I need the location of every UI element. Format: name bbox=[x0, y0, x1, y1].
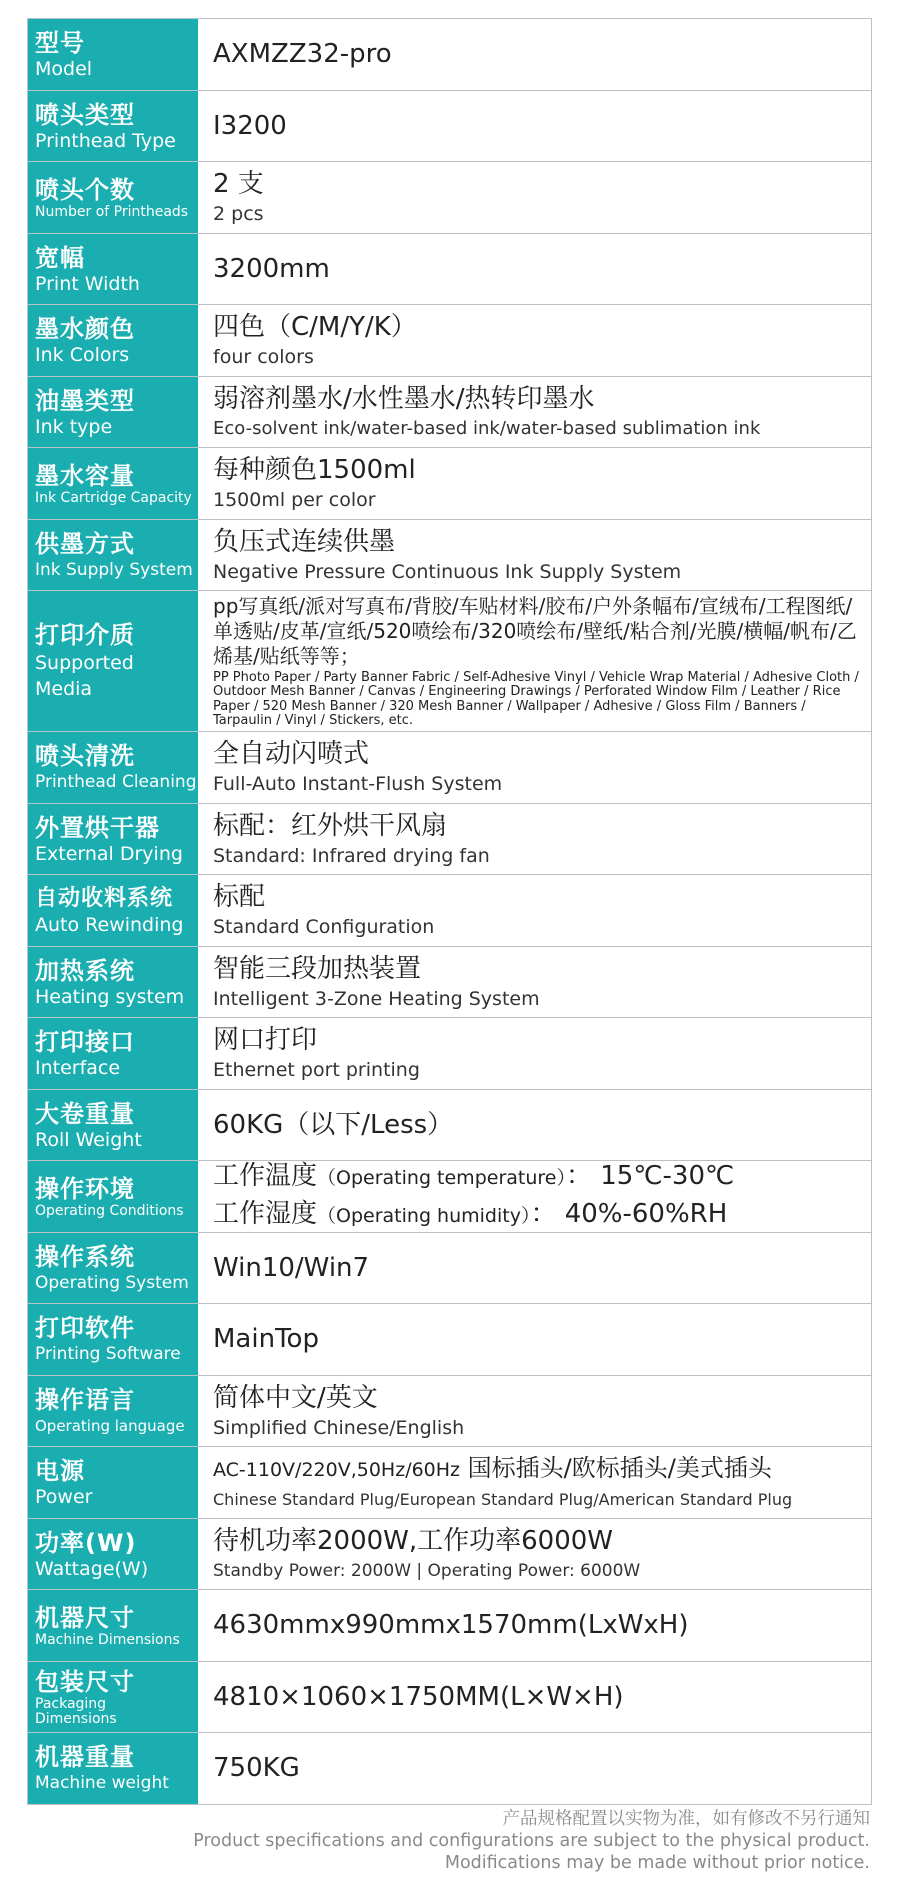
value-main: 网口打印 bbox=[213, 1025, 318, 1056]
label-en: External Drying bbox=[35, 842, 183, 865]
hum-label: 工作湿度 bbox=[213, 1199, 318, 1230]
row-label bbox=[28, 1018, 200, 1089]
row-label bbox=[28, 1161, 200, 1232]
value-sub: Intelligent 3-Zone Heating System bbox=[213, 987, 540, 1010]
row-value bbox=[200, 591, 871, 731]
row-value bbox=[200, 1447, 871, 1518]
label-en: Printing Software bbox=[35, 1344, 181, 1365]
spec-row-heating-system bbox=[28, 947, 871, 1019]
spec-row-operating-language bbox=[28, 1376, 871, 1448]
label-en: Operating Conditions bbox=[35, 1202, 184, 1219]
label-cn: 外置烘干器 bbox=[35, 813, 160, 842]
label-en: Model bbox=[35, 58, 93, 81]
label-cn: 打印接口 bbox=[35, 1028, 135, 1057]
label-en: Ink type bbox=[35, 415, 113, 438]
label-cn: 喷头清洗 bbox=[35, 742, 135, 771]
temp-paren: （Operating temperature） bbox=[317, 1167, 566, 1190]
value-main: 负压式连续供墨 bbox=[213, 526, 396, 557]
value-sub: 2 pcs bbox=[213, 203, 264, 226]
row-value bbox=[200, 234, 871, 305]
label-cn: 油墨类型 bbox=[35, 386, 135, 415]
label-cn: 型号 bbox=[35, 29, 85, 58]
label-cn: 自动收料系统 bbox=[35, 886, 174, 912]
label-en: Printhead Type bbox=[35, 129, 176, 152]
row-label bbox=[28, 947, 200, 1018]
label-cn: 操作语言 bbox=[35, 1385, 135, 1414]
row-value bbox=[200, 1304, 871, 1375]
plug-types: 国标插头/欧标插头/美式插头 bbox=[460, 1454, 772, 1483]
spec-row-packaging-dimensions bbox=[28, 1662, 871, 1734]
row-label bbox=[28, 1733, 200, 1804]
temp-value: ： 15℃-30℃ bbox=[565, 1161, 735, 1192]
spec-table bbox=[27, 18, 872, 1805]
value-sub: Chinese Standard Plug/European Standard Plug/American Standard Plug bbox=[213, 1490, 793, 1510]
row-label bbox=[28, 520, 200, 591]
row-value bbox=[200, 305, 871, 376]
spec-row-operating-conditions bbox=[28, 1161, 871, 1233]
label-en: Heating system bbox=[35, 985, 185, 1008]
row-label bbox=[28, 1590, 200, 1661]
spec-row-printhead-type bbox=[28, 91, 871, 163]
value-main: 待机功率2000W,工作功率6000W bbox=[213, 1525, 614, 1556]
spec-row-external-drying bbox=[28, 804, 871, 876]
value-main: 750KG bbox=[213, 1753, 300, 1784]
label-en: Auto Rewinding bbox=[35, 914, 184, 937]
spec-row-auto-rewinding bbox=[28, 875, 871, 947]
value-main: 4630mmx990mmx1570mm(LxWxH) bbox=[213, 1610, 689, 1641]
value-main: 4810×1060×1750MM(L×W×H) bbox=[213, 1681, 624, 1712]
row-value bbox=[200, 1233, 871, 1304]
value-sub: Standard: Infrared drying fan bbox=[213, 844, 490, 867]
row-label bbox=[28, 377, 200, 448]
spec-row-ink-supply bbox=[28, 520, 871, 592]
label-cn: 大卷重量 bbox=[35, 1099, 135, 1128]
operating-humidity bbox=[213, 1196, 867, 1231]
row-label bbox=[28, 234, 200, 305]
label-en: Packaging Dimensions bbox=[35, 1695, 117, 1727]
value-main: 2 支 bbox=[213, 169, 264, 200]
label-cn: 加热系统 bbox=[35, 956, 135, 985]
value-sub: Ethernet port printing bbox=[213, 1059, 420, 1082]
value-main: 每种颜色1500ml bbox=[213, 455, 416, 486]
label-cn: 电源 bbox=[35, 1457, 85, 1486]
label-cn: 机器重量 bbox=[35, 1743, 135, 1772]
spec-row-ink-capacity bbox=[28, 448, 871, 520]
row-value bbox=[200, 91, 871, 162]
row-label bbox=[28, 875, 200, 946]
operating-temperature bbox=[213, 1161, 867, 1196]
label-en: Operating System bbox=[35, 1272, 189, 1293]
label-cn: 打印软件 bbox=[35, 1314, 135, 1343]
label-en: Ink Supply System bbox=[35, 559, 193, 580]
value-main: 60KG（以下/Less） bbox=[213, 1109, 454, 1140]
label-en: Operating language bbox=[35, 1416, 185, 1435]
value-main: 智能三段加热装置 bbox=[213, 953, 422, 984]
label-en: Number of Printheads bbox=[35, 203, 189, 220]
row-value bbox=[200, 448, 871, 519]
spec-row-supported-media bbox=[28, 591, 871, 732]
footer-disclaimer bbox=[193, 1808, 870, 1874]
label-en: Supported Media bbox=[35, 652, 134, 700]
value-main: 全自动闪喷式 bbox=[213, 739, 370, 770]
label-cn: 包装尺寸 bbox=[35, 1667, 135, 1696]
label-cn: 机器尺寸 bbox=[35, 1603, 135, 1632]
label-cn: 打印介质 bbox=[35, 621, 135, 649]
temp-label: 工作温度 bbox=[213, 1161, 318, 1192]
label-en: Machine weight bbox=[35, 1773, 169, 1794]
row-label bbox=[28, 1519, 200, 1590]
row-value bbox=[200, 875, 871, 946]
row-value bbox=[200, 1090, 871, 1161]
label-cn: 操作环境 bbox=[35, 1174, 135, 1203]
row-label bbox=[28, 448, 200, 519]
disclaimer-cn: 产品规格配置以实物为准，如有修改不另行通知 bbox=[502, 1809, 870, 1829]
label-cn: 喷头类型 bbox=[35, 100, 135, 129]
row-label bbox=[28, 91, 200, 162]
label-en: Ink Colors bbox=[35, 344, 130, 367]
label-en: Machine Dimensions bbox=[35, 1631, 180, 1648]
row-value bbox=[200, 1161, 871, 1232]
row-value bbox=[200, 1733, 871, 1804]
row-label bbox=[28, 804, 200, 875]
spec-row-wattage bbox=[28, 1519, 871, 1591]
row-label bbox=[28, 162, 200, 233]
label-en: Ink Cartridge Capacity bbox=[35, 489, 192, 506]
row-label bbox=[28, 1376, 200, 1447]
row-value bbox=[200, 1662, 871, 1733]
spec-row-print-width bbox=[28, 234, 871, 306]
row-value bbox=[200, 19, 871, 90]
row-value bbox=[200, 804, 871, 875]
label-cn: 功率(W) bbox=[35, 1528, 137, 1557]
value-main: I3200 bbox=[213, 110, 287, 141]
row-label bbox=[28, 1233, 200, 1304]
value-main: AXMZZ32-pro bbox=[213, 39, 392, 70]
value-sub: Standard Configuration bbox=[213, 916, 435, 939]
spec-row-ink-colors bbox=[28, 305, 871, 377]
label-en: Roll Weight bbox=[35, 1128, 142, 1151]
row-label bbox=[28, 305, 200, 376]
value-main bbox=[213, 1451, 867, 1487]
disclaimer-en-line2: Modifications may be made without prior notice. bbox=[444, 1853, 870, 1873]
row-label bbox=[28, 591, 200, 731]
value-main: 标配：红外烘干风扇 bbox=[213, 810, 448, 841]
row-value bbox=[200, 732, 871, 803]
spec-row-roll-weight bbox=[28, 1090, 871, 1162]
disclaimer-en-line1: Product specifications and configurations are subject to the physical product. bbox=[193, 1831, 870, 1851]
value-sub: PP Photo Paper / Party Banner Fabric / Self-Adhesive Vinyl / Vehicle Wrap Material / Adhesive Cloth / Outdoor Mesh Banner / Canvas / Engineering Drawings / Perforated Window Film / Leather / Rice Paper / 520 Mesh Banner / 320 Mesh Banner / Wallpaper / Adhesive / Gloss Film / Banners / Tarpaulin / Vinyl / Stickers, etc. bbox=[213, 669, 859, 728]
label-cn: 墨水容量 bbox=[35, 461, 135, 490]
power-spec: AC-110V/220V,50Hz/60Hz bbox=[213, 1459, 461, 1482]
value-main: 四色（C/M/Y/K） bbox=[213, 312, 417, 343]
row-label bbox=[28, 19, 200, 90]
hum-paren: （Operating humidity） bbox=[317, 1205, 531, 1228]
label-cn: 墨水颜色 bbox=[35, 315, 135, 344]
value-main: MainTop bbox=[213, 1324, 319, 1355]
row-label bbox=[28, 732, 200, 803]
spec-row-model bbox=[28, 19, 871, 91]
value-main: 标配 bbox=[213, 882, 266, 913]
label-en: Interface bbox=[35, 1057, 121, 1080]
label-cn: 宽幅 bbox=[35, 243, 85, 272]
value-sub: Standby Power: 2000W | Operating Power: 6000W bbox=[213, 1560, 641, 1581]
spec-row-machine-weight bbox=[28, 1733, 871, 1805]
label-cn: 供墨方式 bbox=[35, 529, 135, 558]
value-sub: Full-Auto Instant-Flush System bbox=[213, 773, 503, 796]
value-main: 简体中文/英文 bbox=[213, 1382, 378, 1413]
value-sub: four colors bbox=[213, 346, 314, 369]
value-main: 弱溶剂墨水/水性墨水/热转印墨水 bbox=[213, 383, 595, 414]
value-main: 3200mm bbox=[213, 253, 330, 284]
spec-row-operating-system bbox=[28, 1233, 871, 1305]
row-value bbox=[200, 162, 871, 233]
row-value bbox=[200, 947, 871, 1018]
spec-row-power bbox=[28, 1447, 871, 1519]
row-label bbox=[28, 1447, 200, 1518]
value-main: pp写真纸/派对写真布/背胶/车贴材料/胶布/户外条幅布/宣绒布/工程图纸/单透贴/皮革/宣纸/520喷绘布/320喷绘布/壁纸/粘合剂/光膜/横幅/帆布/乙烯基/贴纸等等； bbox=[213, 593, 857, 668]
value-sub: Eco-solvent ink/water-based ink/water-based sublimation ink bbox=[213, 417, 761, 439]
row-label bbox=[28, 1662, 200, 1733]
hum-value: ： 40%-60%RH bbox=[530, 1199, 728, 1230]
spec-row-printhead-cleaning bbox=[28, 732, 871, 804]
row-label bbox=[28, 1090, 200, 1161]
spec-row-machine-dimensions bbox=[28, 1590, 871, 1662]
row-value bbox=[200, 1018, 871, 1089]
label-cn: 喷头个数 bbox=[35, 175, 135, 204]
label-cn: 操作系统 bbox=[35, 1242, 135, 1271]
value-sub: Simplified Chinese/English bbox=[213, 1416, 465, 1439]
value-sub: Negative Pressure Continuous Ink Supply System bbox=[213, 560, 682, 583]
row-value bbox=[200, 1590, 871, 1661]
spec-row-printing-software bbox=[28, 1304, 871, 1376]
row-value bbox=[200, 1519, 871, 1590]
value-sub: 1500ml per color bbox=[213, 489, 376, 512]
label-en: Power bbox=[35, 1486, 93, 1509]
spec-row-ink-type bbox=[28, 377, 871, 449]
row-value bbox=[200, 377, 871, 448]
row-label bbox=[28, 1304, 200, 1375]
spec-row-printhead-count bbox=[28, 162, 871, 234]
label-en: Print Width bbox=[35, 272, 140, 295]
label-en: Wattage(W) bbox=[35, 1557, 149, 1580]
row-value bbox=[200, 520, 871, 591]
value-main: Win10/Win7 bbox=[213, 1252, 370, 1283]
label-en: Printhead Cleaning bbox=[35, 772, 197, 793]
spec-row-interface bbox=[28, 1018, 871, 1090]
row-value bbox=[200, 1376, 871, 1447]
